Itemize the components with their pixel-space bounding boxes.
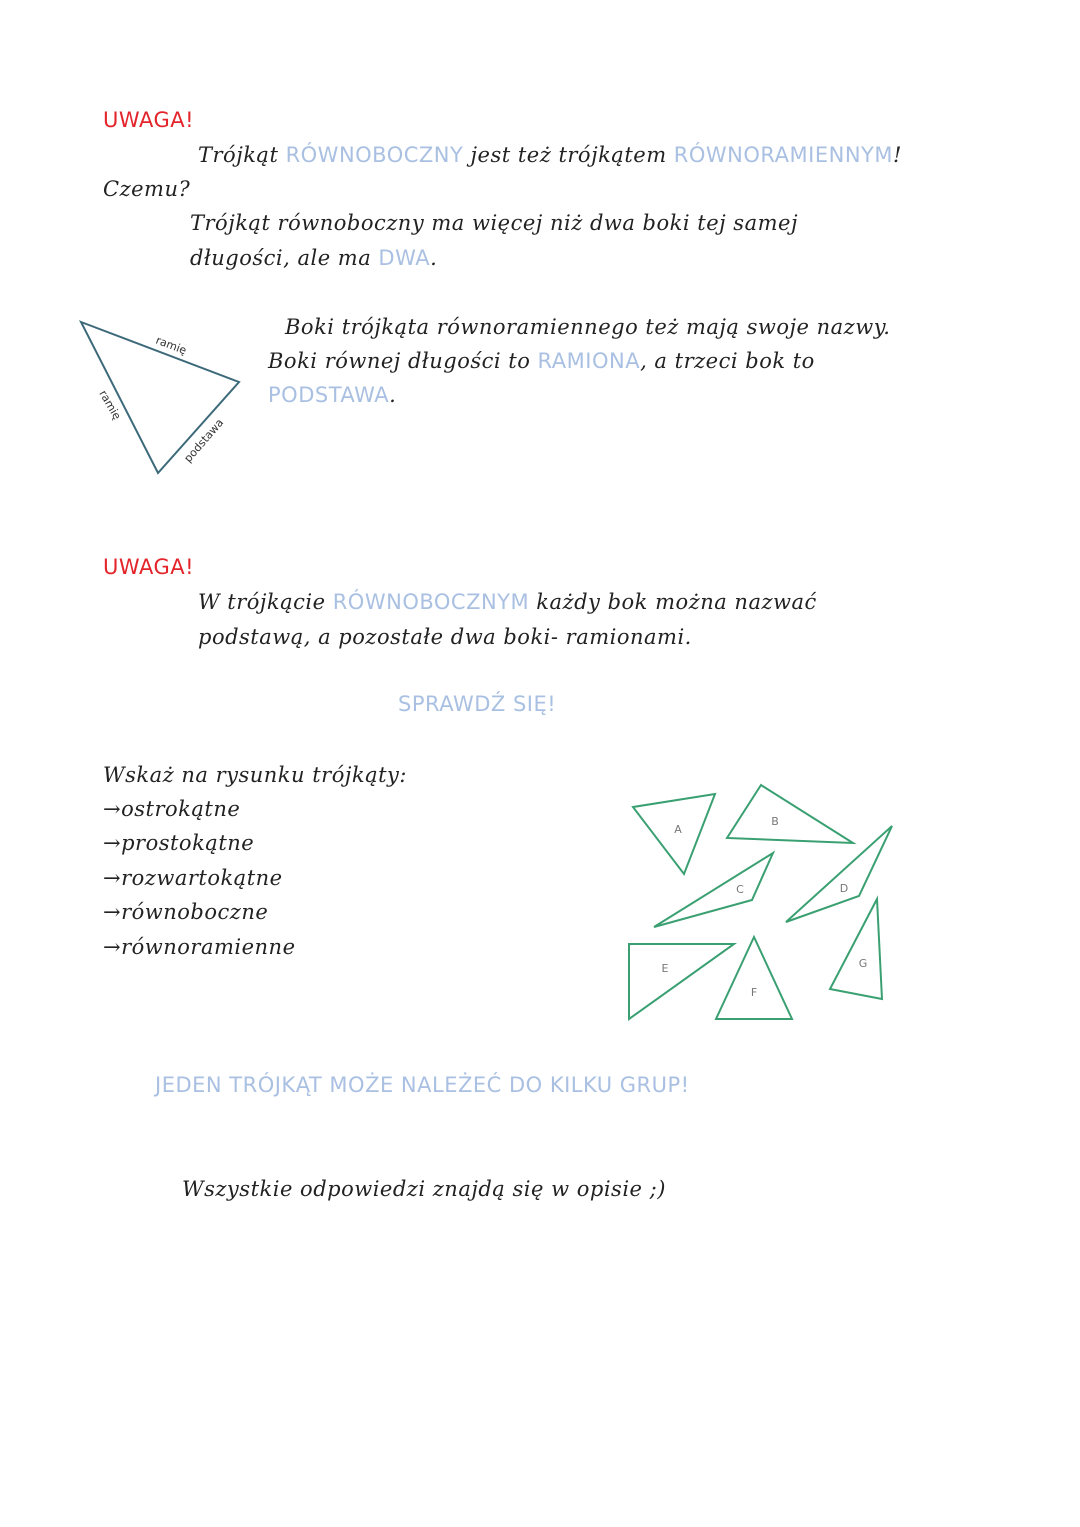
warning-title-1: UWAGA!	[103, 108, 195, 132]
answer-line1: Trójkąt równoboczny ma więcej niż dwa boki tej samej	[190, 211, 798, 235]
text: !	[892, 143, 902, 167]
triangle-e	[629, 944, 734, 1019]
highlight: RAMIONA	[537, 349, 641, 373]
text: , a trzeci bok to	[640, 349, 815, 373]
text: długości, ale ma	[190, 246, 379, 270]
exercise-triangles	[629, 785, 892, 1019]
warning-title-2: UWAGA!	[103, 555, 195, 579]
label-a: A	[674, 823, 682, 836]
list-item: →prostokątne	[103, 831, 255, 855]
warning2-line1	[198, 590, 817, 614]
highlight: RÓWNORAMIENNYM	[673, 143, 893, 167]
label-b: B	[771, 815, 779, 828]
highlight: RÓWNOBOCZNYM	[332, 590, 530, 614]
highlight: PODSTAWA	[268, 383, 390, 407]
footer-text: Wszystkie odpowiedzi znajdą się w opisie ;)	[182, 1177, 666, 1201]
text: .	[389, 383, 397, 407]
label-e: E	[661, 962, 669, 975]
label-ramie-top: ramię	[153, 333, 189, 358]
list-item: →równoramienne	[103, 935, 296, 959]
highlight: DWA	[378, 246, 431, 270]
warning2-line2: podstawą, a pozostałe dwa boki- ramionami.	[198, 625, 692, 649]
label-c: C	[736, 883, 744, 896]
text: W trójkącie	[198, 590, 333, 614]
text: .	[430, 246, 438, 270]
label-d: D	[839, 882, 849, 895]
note: JEDEN TRÓJKĄT MOŻE NALEŻEĆ DO KILKU GRUP!	[155, 1073, 690, 1097]
triangle-c	[654, 853, 773, 927]
highlight: RÓWNOBOCZNY	[285, 143, 464, 167]
triangle-g	[830, 899, 882, 999]
text: każdy bok można nazwać	[529, 590, 817, 614]
text: Boki równej długości to	[268, 349, 538, 373]
list-item: →równoboczne	[103, 900, 269, 924]
triangle-b	[727, 785, 853, 843]
list-item: →ostrokątne	[103, 797, 241, 821]
label-f: F	[750, 986, 758, 999]
question: Czemu?	[103, 177, 191, 201]
text: Trójkąt	[198, 143, 286, 167]
isosceles-text1: Boki trójkąta równoramiennego też mają swoje nazwy.	[285, 315, 891, 339]
label-podstawa: podstawa	[181, 416, 227, 465]
exercise-prompt: Wskaż na rysunku trójkąty:	[103, 763, 407, 787]
text: jest też trójkątem	[463, 143, 674, 167]
label-ramie-left: ramię	[96, 388, 124, 423]
exercise-heading: SPRAWDŹ SIĘ!	[398, 692, 557, 716]
isosceles-triangle-figure	[81, 322, 239, 473]
list-item: →rozwartokątne	[103, 866, 283, 890]
label-g: G	[858, 957, 868, 970]
